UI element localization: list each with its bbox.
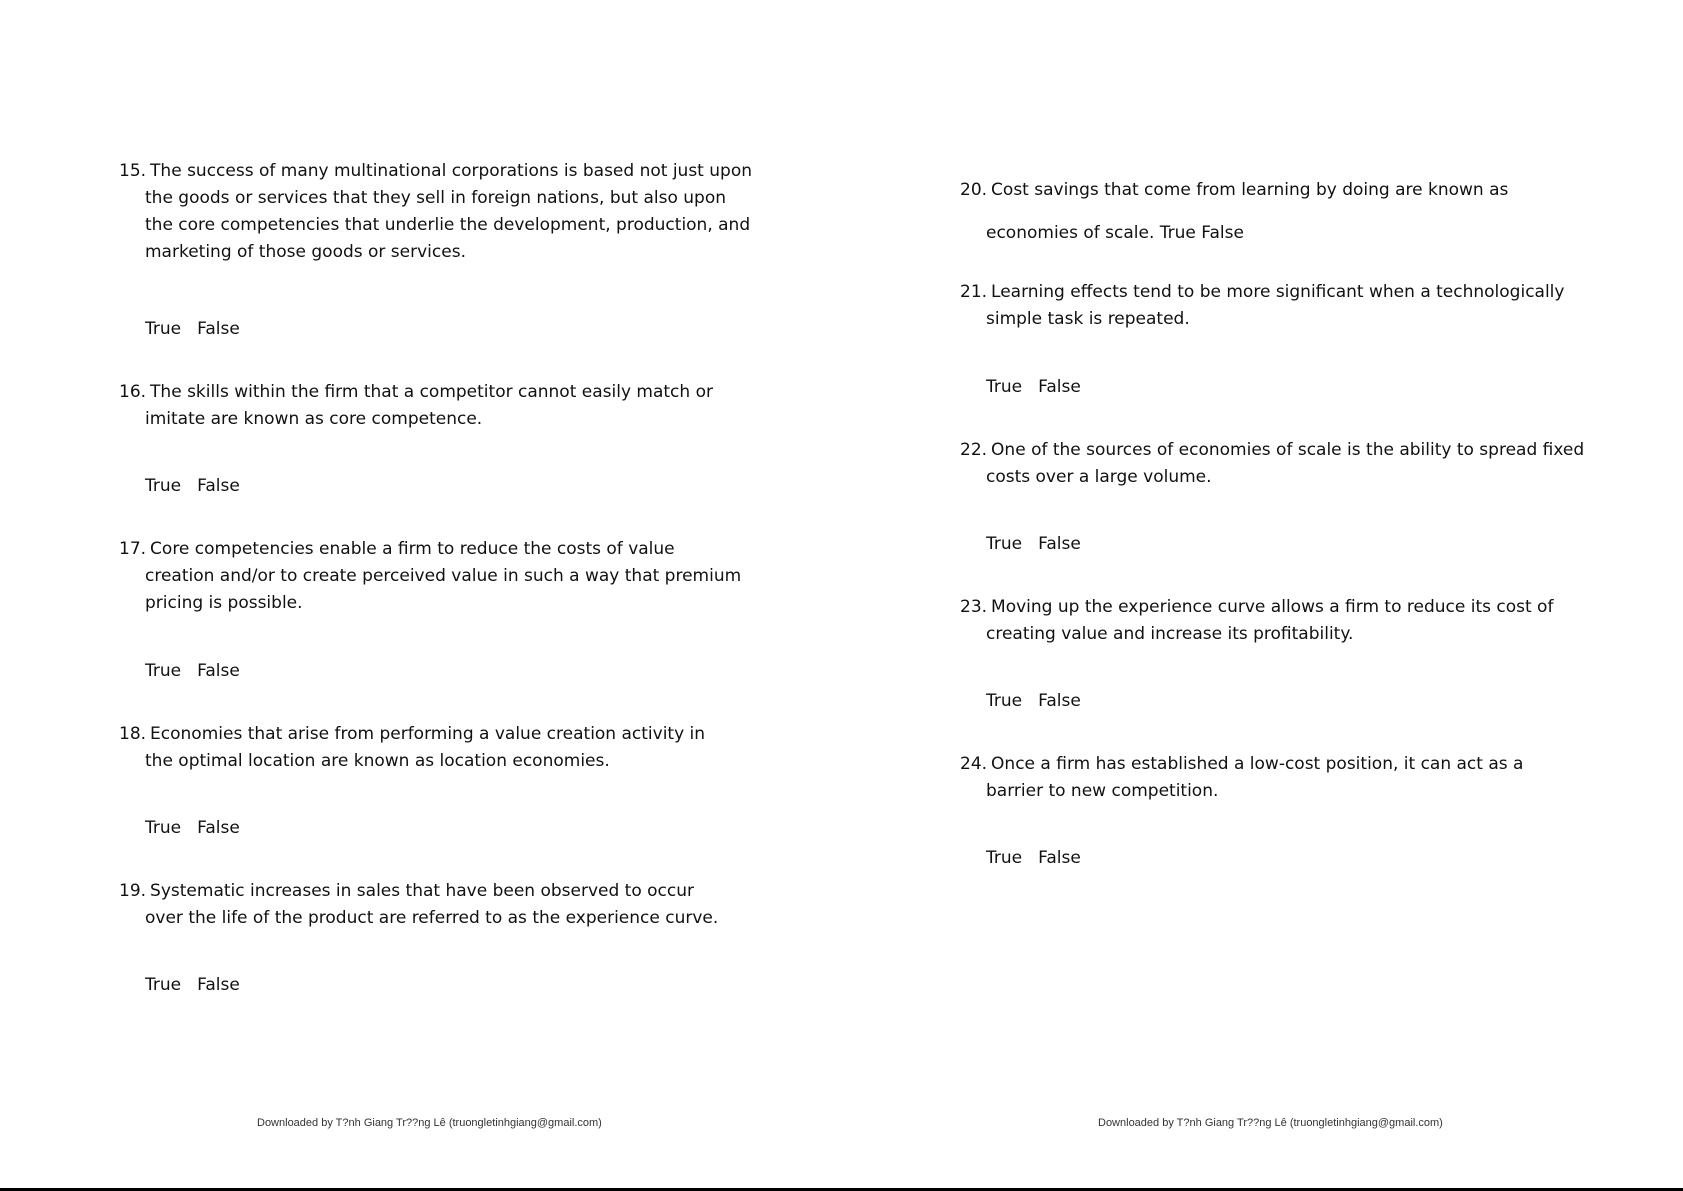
false-option[interactable]: False	[1038, 534, 1081, 554]
question-line: imitate are known as core competence.	[145, 409, 483, 429]
question-line: 21. Learning effects tend to be more significant when a technologically	[960, 282, 1565, 302]
question-24	[960, 751, 1523, 805]
question-18	[119, 721, 705, 775]
false-option[interactable]: False	[197, 818, 240, 838]
question-15	[119, 158, 752, 266]
question-line: economies of scale. True False	[986, 223, 1244, 243]
question-16	[119, 379, 713, 433]
true-false-options	[986, 690, 1081, 712]
true-option[interactable]: True	[145, 319, 182, 339]
true-option[interactable]: True	[986, 534, 1023, 554]
question-line: barrier to new competition.	[986, 781, 1219, 801]
question-23	[960, 594, 1553, 648]
false-option[interactable]: False	[1038, 848, 1081, 868]
question-line: costs over a large volume.	[986, 467, 1212, 487]
question-number: 15.	[119, 161, 147, 181]
question-21	[960, 279, 1564, 333]
question-line: the goods or services that they sell in foreign nations, but also upon	[145, 188, 727, 208]
question-line: 20. Cost savings that come from learning by doing are known as	[960, 180, 1509, 200]
question-line: over the life of the product are referred to as the experience curve.	[145, 908, 719, 928]
false-option[interactable]: False	[1038, 691, 1081, 711]
true-false-options	[986, 533, 1081, 555]
question-line: 18. Economies that arise from performing a value creation activity in	[119, 724, 706, 744]
question-line: creation and/or to create perceived value in such a way that premium	[145, 566, 742, 586]
question-line: pricing is possible.	[145, 593, 303, 613]
question-line: 17. Core competencies enable a firm to reduce the costs of value	[119, 539, 675, 559]
true-option[interactable]: True	[986, 377, 1023, 397]
download-footer: Downloaded by T?nh Giang Tr??ng Lê (truongletinhgiang@gmail.com)	[257, 1117, 602, 1129]
question-number: 20.	[960, 180, 988, 200]
true-option[interactable]: True	[986, 691, 1023, 711]
question-19	[119, 878, 718, 932]
question-20	[960, 169, 1508, 255]
question-line: 16. The skills within the firm that a competitor cannot easily match or	[119, 382, 713, 402]
true-option[interactable]: True	[145, 661, 182, 681]
question-line: creating value and increase its profitability.	[986, 624, 1354, 644]
right-page	[841, 0, 1683, 1188]
question-line: the core competencies that underlie the development, production, and	[145, 215, 751, 235]
true-option[interactable]: True	[145, 818, 182, 838]
false-option[interactable]: False	[1038, 377, 1081, 397]
question-number: 22.	[960, 440, 988, 460]
question-17	[119, 536, 741, 617]
question-number: 17.	[119, 539, 147, 559]
question-number: 23.	[960, 597, 988, 617]
false-option[interactable]: False	[197, 319, 240, 339]
true-false-options	[145, 318, 240, 340]
true-false-options	[145, 974, 240, 996]
true-false-options	[145, 475, 240, 497]
true-false-options	[145, 660, 240, 682]
question-number: 18.	[119, 724, 147, 744]
true-false-options	[986, 847, 1081, 869]
download-footer: Downloaded by T?nh Giang Tr??ng Lê (truongletinhgiang@gmail.com)	[1098, 1117, 1443, 1129]
question-line: 23. Moving up the experience curve allows a firm to reduce its cost of	[960, 597, 1554, 617]
true-option[interactable]: True	[986, 848, 1023, 868]
true-option[interactable]: True	[145, 975, 182, 995]
question-line: simple task is repeated.	[986, 309, 1190, 329]
true-false-options	[145, 817, 240, 839]
false-option[interactable]: False	[197, 476, 240, 496]
true-option[interactable]: True	[145, 476, 182, 496]
true-false-options	[986, 376, 1081, 398]
question-line: 24. Once a firm has established a low-cost position, it can act as a	[960, 754, 1524, 774]
question-line: 22. One of the sources of economies of scale is the ability to spread fixed	[960, 440, 1585, 460]
question-22	[960, 437, 1584, 491]
false-option[interactable]: False	[197, 975, 240, 995]
question-line: 19. Systematic increases in sales that have been observed to occur	[119, 881, 694, 901]
question-line: the optimal location are known as location economies.	[145, 751, 610, 771]
question-number: 16.	[119, 382, 147, 402]
question-number: 19.	[119, 881, 147, 901]
question-line: 15. The success of many multinational corporations is based not just upon	[119, 161, 752, 181]
question-number: 21.	[960, 282, 988, 302]
question-number: 24.	[960, 754, 988, 774]
false-option[interactable]: False	[197, 661, 240, 681]
question-line: marketing of those goods or services.	[145, 242, 466, 262]
left-page	[0, 0, 841, 1188]
